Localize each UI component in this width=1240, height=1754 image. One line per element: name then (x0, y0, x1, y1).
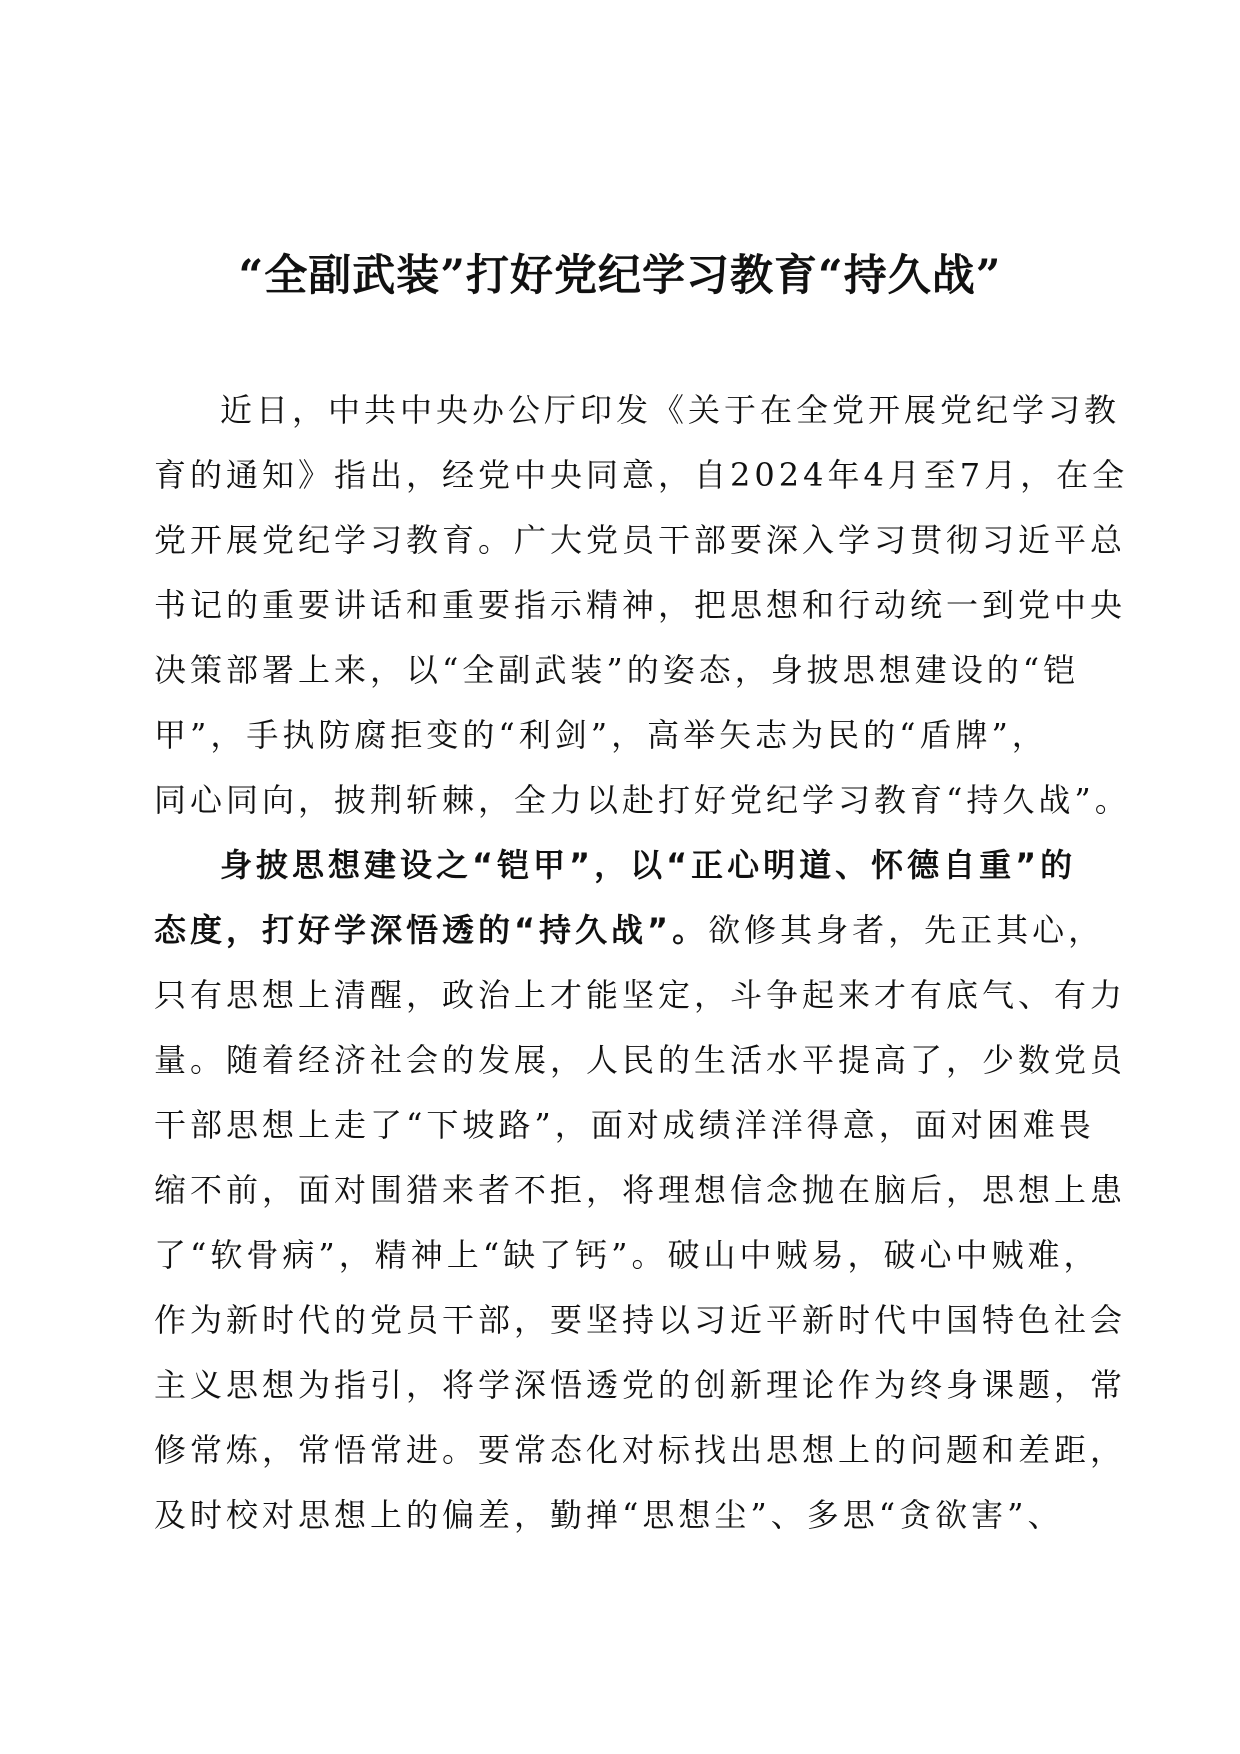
paragraph-2-line-11: 及时校对思想上的偏差，勤掸“思想尘”、多思“贪欲害”、 (154, 1496, 1064, 1534)
paragraph-2-line-6: 缩不前，面对围猎来者不拒，将理想信念抛在脑后，思想上患 (154, 1171, 1127, 1209)
paragraph-2-line-4: 量。随着经济社会的发展，人民的生活水平提高了，少数党员 (154, 1041, 1127, 1079)
paragraph-1-line-7: 同心同向，披荆斩棘，全力以赴打好党纪学习教育“持久战”。 (154, 781, 1131, 819)
paragraph-1-line-4: 书记的重要讲话和重要指示精神，把思想和行动统一到党中央 (154, 586, 1127, 624)
paragraph-2-line-3: 只有思想上清醒，政治上才能坚定，斗争起来才有底气、有力 (154, 976, 1127, 1014)
paragraph-1-line-2: 育的通知》指出，经党中央同意，自2024年4月至7月，在全 (154, 456, 1129, 494)
paragraph-1-line-3: 党开展党纪学习教育。广大党员干部要深入学习贯彻习近平总 (154, 521, 1127, 559)
section-heading-line-2: 态度，打好学深悟透的“持久战”。 (154, 911, 709, 949)
paragraph-1-line-6: 甲”，手执防腐拒变的“利剑”，高举矢志为民的“盾牌”， (154, 716, 1048, 754)
paragraph-1-line-5: 决策部署上来，以“全副武装”的姿态，身披思想建设的“铠 (154, 651, 1080, 689)
paragraph-2-line-7: 了“软骨病”，精神上“缺了钙”。破山中贼易，破心中贼难， (154, 1236, 1100, 1274)
paragraph-2-line-2 (154, 898, 1105, 963)
document-body (154, 378, 1131, 1548)
paragraph-2-text-start: 欲修其身者，先正其心， (708, 911, 1105, 949)
paragraph-2-line-10: 修常炼，常悟常进。要常态化对标找出思想上的问题和差距， (154, 1431, 1127, 1469)
paragraph-2-line-8: 作为新时代的党员干部，要坚持以习近平新时代中国特色社会 (154, 1301, 1127, 1339)
paragraph-1-line-1: 近日，中共中央办公厅印发《关于在全党开展党纪学习教 (220, 391, 1121, 429)
document-title: “全副武装”打好党纪学习教育“持久战” (238, 251, 1002, 301)
paragraph-2-line-9: 主义思想为指引，将学深悟透党的创新理论作为终身课题，常 (154, 1366, 1127, 1404)
paragraph-2-line-5: 干部思想上走了“下坡路”，面对成绩洋洋得意，面对困难畏 (154, 1106, 1095, 1144)
section-heading-line-1: 身披思想建设之“铠甲”，以“正心明道、怀德自重”的 (220, 846, 1077, 884)
